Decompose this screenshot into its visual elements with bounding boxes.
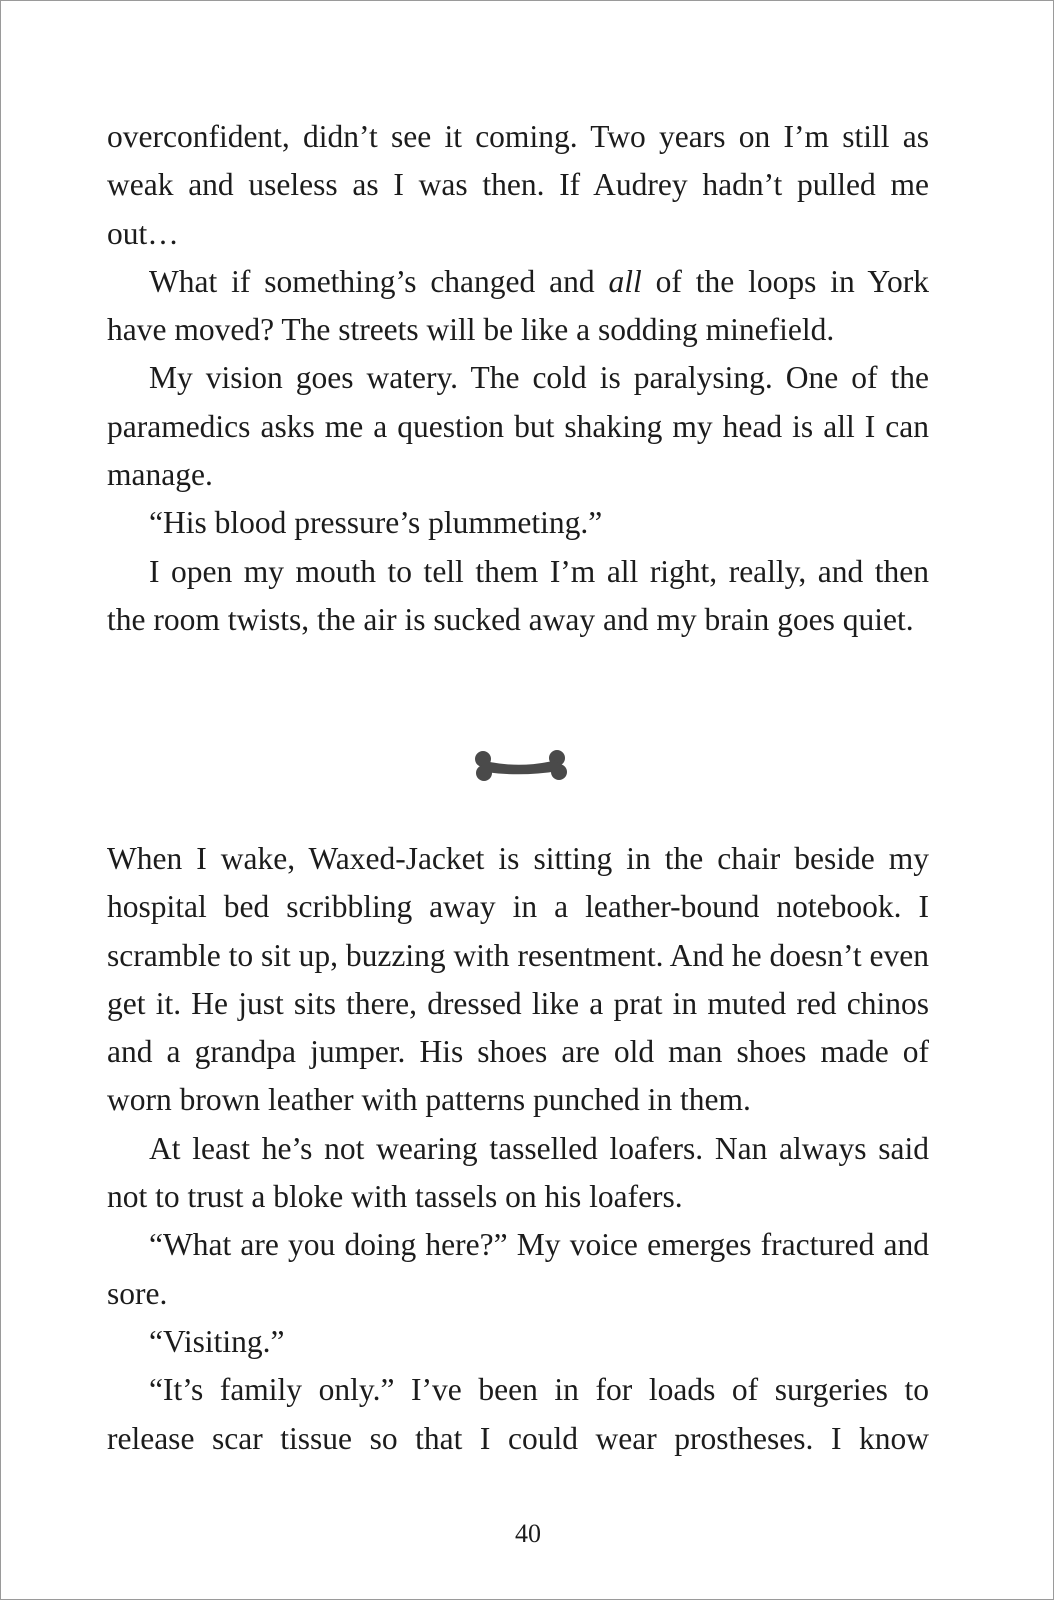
paragraph-text: What if something’s changed and: [149, 263, 609, 299]
paragraph: My vision goes watery. The cold is paralysing. One of the paramedics asks me a question but shaking my head is all I can manage.: [107, 360, 929, 493]
emphasized-word: all: [608, 263, 642, 299]
paragraph: When I wake, Waxed-Jacket is sitting in the chair beside my hospital bed scribbling away in a leather-bound notebook. I scramble to sit up, buzzing with resentment. And he doesn’t even get it. He just sits there, dressed like a prat in muted red chinos and a grandpa jumper. His shoes are old man shoes made of worn brown leather with patterns punched in them.: [107, 841, 929, 1118]
paragraph: [107, 258, 929, 355]
paragraph: At least he’s not wearing tasselled loafers. Nan always said not to trust a bloke with tassels on his loafers.: [107, 1130, 929, 1215]
page-number: 40: [515, 1519, 541, 1548]
dialogue-paragraph: “Visiting.”: [149, 1323, 285, 1359]
dialogue-paragraph: “His blood pressure’s plummeting.”: [149, 505, 603, 541]
dialogue-paragraph: “What are you doing here?” My voice emerges fractured and sore.: [107, 1227, 929, 1311]
paragraph-text: of the loops in York have moved? The streets will be like a sodding minefield.: [107, 263, 929, 348]
paragraph: overconfident, didn’t see it coming. Two years on I’m still as weak and useless as I was then. If Audrey hadn’t pulled me out…: [107, 119, 929, 251]
paragraph: I open my mouth to tell them I’m all right, really, and then the room twists, the air is sucked away and my brain goes quiet.: [107, 553, 929, 637]
text-section-top: [107, 113, 929, 644]
paragraph: “It’s family only.” I’ve been in for loads of surgeries to release scar tissue so that I could wear prostheses. I know: [107, 1372, 929, 1456]
text-section-bottom: [107, 835, 929, 1463]
bone-icon: [473, 747, 569, 785]
